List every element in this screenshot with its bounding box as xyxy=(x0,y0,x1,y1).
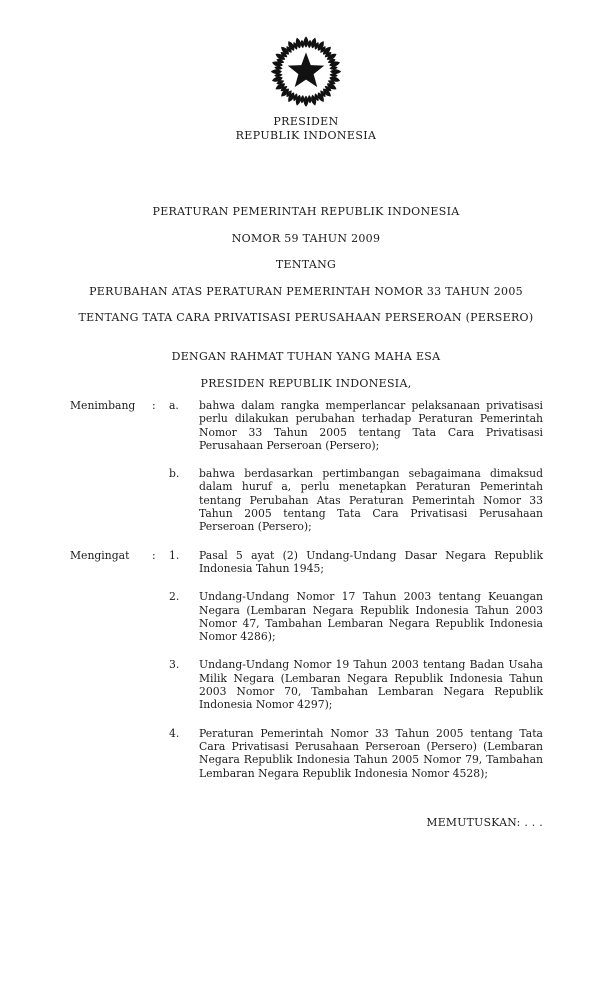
recalling-item-2 xyxy=(70,590,543,643)
item-text: Undang-Undang Nomor 17 Tahun 2003 tentang Keuangan Negara (Lembaran Negara Republik Indonesia Tahun 2003 Nomor 47, Tambahan Lembaran Negara Republik Indonesia Nomor 4286); xyxy=(199,590,543,644)
item-text: bahwa dalam rangka memperlancar pelaksanaan privatisasi perlu dilakukan perubahan terhadap Peraturan Pemerintah Nomor 33 Tahun 2005 tentang Tata Cara Privatisasi Perusahaan Perseroan (Persero); xyxy=(199,399,543,452)
preamble xyxy=(0,343,612,397)
masthead xyxy=(0,115,612,143)
considering-label: Menimbang xyxy=(70,399,136,412)
star-glyph xyxy=(288,52,324,87)
item-marker: 2. xyxy=(169,590,180,604)
clauses-section xyxy=(70,399,543,795)
considering-item-a xyxy=(70,399,543,452)
recalling-item-1 xyxy=(70,549,543,576)
item-text: Peraturan Pemerintah Nomor 33 Tahun 2005 tentang Tata Cara Privatisasi Perusahaan Perseroan (Persero) (Lembaran Negara Republik Indonesia Tahun 2005 Nomor 79, Tambahan Lembaran Negara Republik Indonesia Nomor 4528); xyxy=(199,726,543,780)
item-text: Undang-Undang Nomor 19 Tahun 2003 tentang Badan Usaha Milik Negara (Lembaran Negara Republik Indonesia Tahun 2003 Nomor 70, Tambahan Lembaran Negara Republik Indonesia Nomor 4297); xyxy=(199,658,543,712)
decision-line: MEMUTUSKAN: . . . xyxy=(426,816,543,829)
considering-separator: : xyxy=(152,399,156,412)
item-marker: 4. xyxy=(169,726,180,740)
title-line-3: TENTANG xyxy=(275,258,337,271)
considering-item-b xyxy=(70,467,543,533)
recalling-item-3 xyxy=(70,658,543,711)
masthead-line-republik: REPUBLIK INDONESIA xyxy=(235,129,377,142)
invocation-line: DENGAN RAHMAT TUHAN YANG MAHA ESA xyxy=(171,350,441,363)
title-line-5: TENTANG TATA CARA PRIVATISASI PERUSAHAAN PERSEROAN (PERSERO) xyxy=(78,311,534,324)
item-text: Pasal 5 ayat (2) Undang-Undang Dasar Negara Republik Indonesia Tahun 1945; xyxy=(199,548,543,575)
item-marker: 1. xyxy=(169,548,180,562)
presidential-seal-icon xyxy=(265,30,347,110)
item-text: bahwa berdasarkan pertimbangan sebagaimana dimaksud dalam huruf a, perlu menetapkan Peraturan Pemerintah tentang Perubahan Atas Peraturan Pemerintah Nomor 33 Tahun 2005 tentang Tata Cara Privatisasi Perusahaan Perseroan (Persero); xyxy=(199,467,543,534)
recalling-item-4 xyxy=(70,727,543,780)
title-line-4: PERUBAHAN ATAS PERATURAN PEMERINTAH NOMOR 33 TAHUN 2005 xyxy=(89,284,523,298)
item-marker: 3. xyxy=(169,658,180,672)
authority-line: PRESIDEN REPUBLIK INDONESIA, xyxy=(200,377,412,390)
title-line-1: PERATURAN PEMERINTAH REPUBLIK INDONESIA xyxy=(152,205,460,218)
item-marker: a. xyxy=(169,399,179,412)
masthead-line-presiden: PRESIDEN xyxy=(273,115,339,128)
regulation-title xyxy=(0,199,612,332)
recalling-label: Mengingat xyxy=(70,548,130,562)
item-marker: b. xyxy=(169,467,180,481)
title-line-2: NOMOR 59 TAHUN 2009 xyxy=(231,231,381,245)
recalling-separator: : xyxy=(152,548,156,562)
